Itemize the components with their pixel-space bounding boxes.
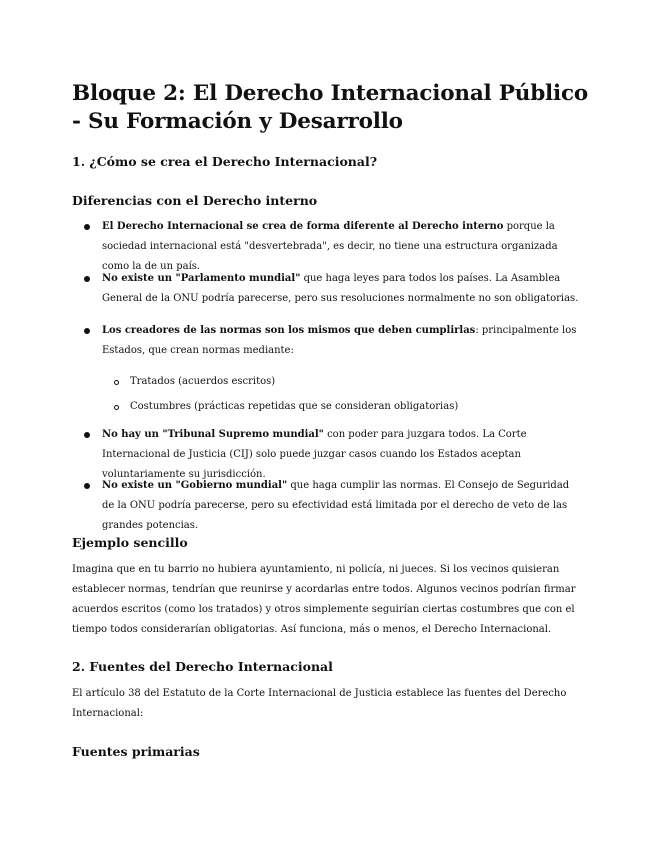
document-title: Bloque 2: El Derecho Internacional Público - Su Formación y Desarrollo [72,81,589,134]
bullet-item-5 [102,476,582,536]
bullet-text: con poder para juzgara todos. La Corte Internacional de Justicia (CIJ) solo puede juzgar casos cuando los Estados aceptan voluntariamente su jurisdicción. [102,429,527,480]
bullet-dot [84,328,90,334]
bullet-dot [84,224,90,230]
bullet-bold: No hay un "Tribunal Supremo mundial" [102,429,324,440]
section-1-heading: 1. ¿Cómo se crea el Derecho Internacional? [72,154,378,169]
bullet-text: que haga cumplir las normas. El Consejo de Seguridad de la ONU podría parecerse, pero su efectividad está limitada por el derecho de veto de las grandes potencias. [102,480,570,531]
bullet-item-3 [102,321,582,361]
sub-bullet-circle [114,405,119,410]
bullet-text: porque la sociedad internacional está "desvertebrada", es decir, no tiene una estructura organizada como la de un país. [102,221,558,272]
bullet-dot [84,276,90,282]
section-2-paragraph: El artículo 38 del Estatuto de la Corte Internacional de Justicia establece las fuentes del Derecho Internacional: [72,688,567,719]
bullet-bold: No existe un "Gobierno mundial" [102,480,288,491]
bullet-text: que haga leyes para todos los países. La Asamblea General de la ONU podría parecerse, pero sus resoluciones normalmente no son obligatorias. [102,273,579,304]
bullet-dot [84,483,90,489]
example-paragraph: Imagina que en tu barrio no hubiera ayuntamiento, ni policía, ni jueces. Si los vecinos quisieran establecer normas, tendrían que reunirse y acordarlas entre todos. Algunos vecinos podrían firmar acuerdos escritos (como los tratados) y otros simplemente seguirían ciertas costumbres que con el tiempo todos considerarían obligatorias. Así funciona, más o menos, el Derecho Internacional. [72,564,576,635]
sub-bullet-item-2: Costumbres (prácticas repetidas que se consideran obligatorias) [130,401,459,412]
bullet-bold: El Derecho Internacional se crea de forma diferente al Derecho interno [102,221,504,232]
sub-bullet-item-1: Tratados (acuerdos escritos) [130,376,276,387]
section-2-heading: 2. Fuentes del Derecho Internacional [72,659,333,674]
example-heading: Ejemplo sencillo [72,535,188,550]
section-1-subheading: Diferencias con el Derecho interno [72,193,318,208]
bullet-dot [84,432,90,438]
bullet-item-2 [102,269,582,309]
section-2-subheading: Fuentes primarias [72,744,200,759]
bullet-item-1 [102,217,582,277]
bullet-text: : principalmente los Estados, que crean normas mediante: [102,325,577,356]
bullet-bold: No existe un "Parlamento mundial" [102,273,301,284]
bullet-bold: Los creadores de las normas son los mismos que deben cumplirlas [102,325,476,336]
sub-bullet-circle [114,380,119,385]
